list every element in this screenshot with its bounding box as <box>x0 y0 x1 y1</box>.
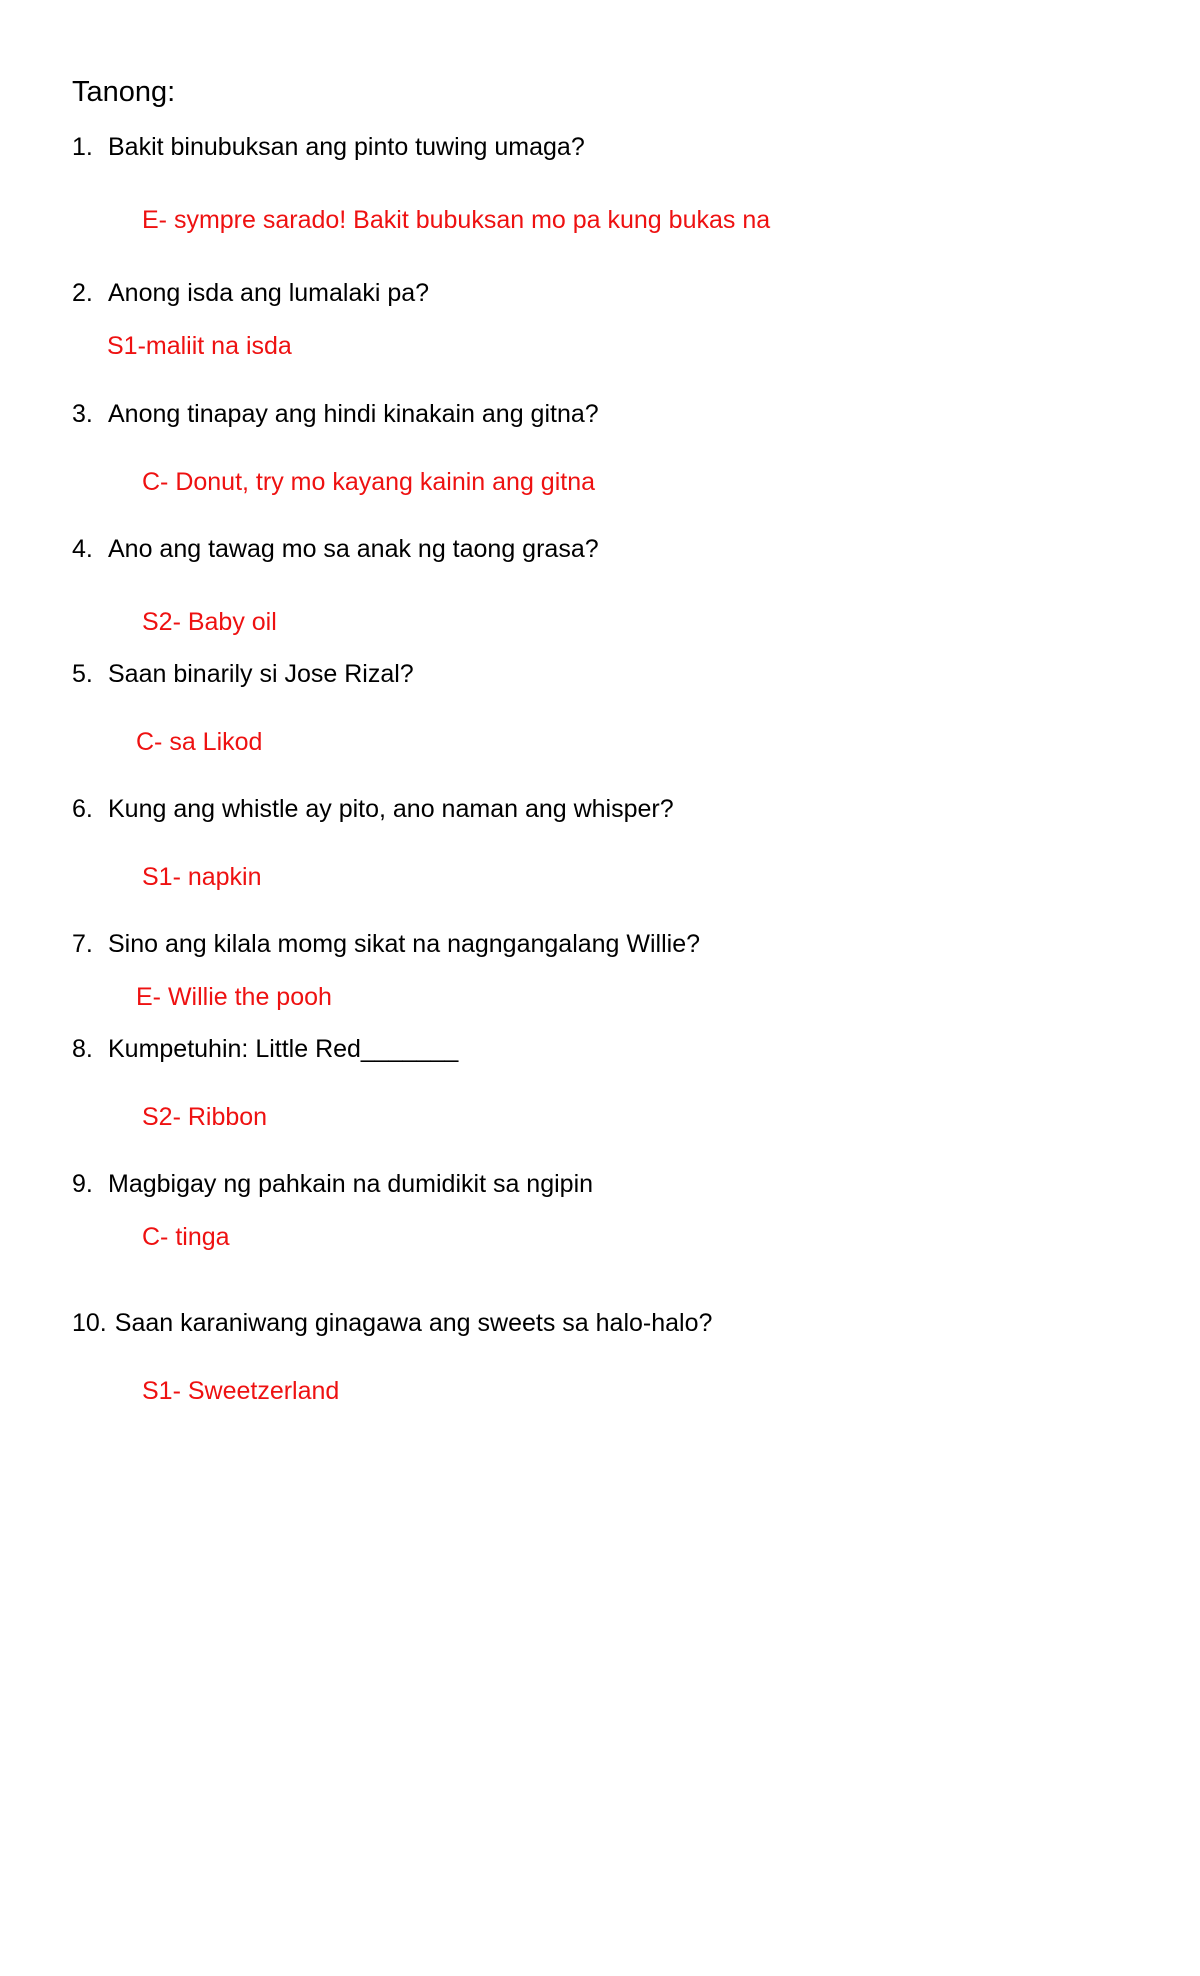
question-number: 3. <box>72 400 93 428</box>
question-text: Magbigay ng pahkain na dumidikit sa ngipin <box>108 1170 594 1198</box>
answer-text: S1-maliit na isda <box>107 332 292 360</box>
page-heading: Tanong: <box>72 76 176 108</box>
question-item <box>72 792 674 826</box>
question-item <box>72 657 414 691</box>
question-text: Sino ang kilala momg sikat na nagngangalang Willie? <box>108 930 701 958</box>
question-item <box>72 1306 712 1340</box>
answer-text: S2- Baby oil <box>142 608 277 636</box>
question-number: 7. <box>72 930 93 958</box>
question-number: 10. <box>72 1309 107 1337</box>
answer-text: E- Willie the pooh <box>136 983 332 1011</box>
question-item <box>72 532 599 566</box>
question-number: 2. <box>72 279 93 307</box>
question-text: Saan binarily si Jose Rizal? <box>108 660 414 688</box>
question-text: Kumpetuhin: Little Red_______ <box>108 1035 459 1063</box>
question-number: 1. <box>72 133 93 161</box>
question-number: 5. <box>72 660 93 688</box>
question-item <box>72 276 429 310</box>
question-text: Anong isda ang lumalaki pa? <box>108 279 430 307</box>
answer-text: S1- napkin <box>142 863 262 891</box>
answer-text: C- Donut, try mo kayang kainin ang gitna <box>142 468 596 496</box>
question-number: 4. <box>72 535 93 563</box>
answer-text: S2- Ribbon <box>142 1103 268 1131</box>
question-text: Bakit binubuksan ang pinto tuwing umaga? <box>108 133 585 161</box>
question-item <box>72 927 700 961</box>
question-item <box>72 1167 593 1201</box>
question-text: Saan karaniwang ginagawa ang sweets sa halo-halo? <box>114 1309 713 1337</box>
question-text: Kung ang whistle ay pito, ano naman ang whisper? <box>108 795 674 823</box>
answer-text: C- tinga <box>142 1223 230 1251</box>
answer-text: E- sympre sarado! Bakit bubuksan mo pa kung bukas na <box>142 206 771 234</box>
question-item <box>72 130 585 164</box>
question-number: 6. <box>72 795 93 823</box>
answer-text: C- sa Likod <box>136 728 263 756</box>
question-text: Anong tinapay ang hindi kinakain ang gitna? <box>108 400 599 428</box>
question-number: 8. <box>72 1035 93 1063</box>
question-item <box>72 397 599 431</box>
answer-text: S1- Sweetzerland <box>142 1377 340 1405</box>
question-number: 9. <box>72 1170 93 1198</box>
question-item <box>72 1032 458 1066</box>
question-text: Ano ang tawag mo sa anak ng taong grasa? <box>108 535 599 563</box>
